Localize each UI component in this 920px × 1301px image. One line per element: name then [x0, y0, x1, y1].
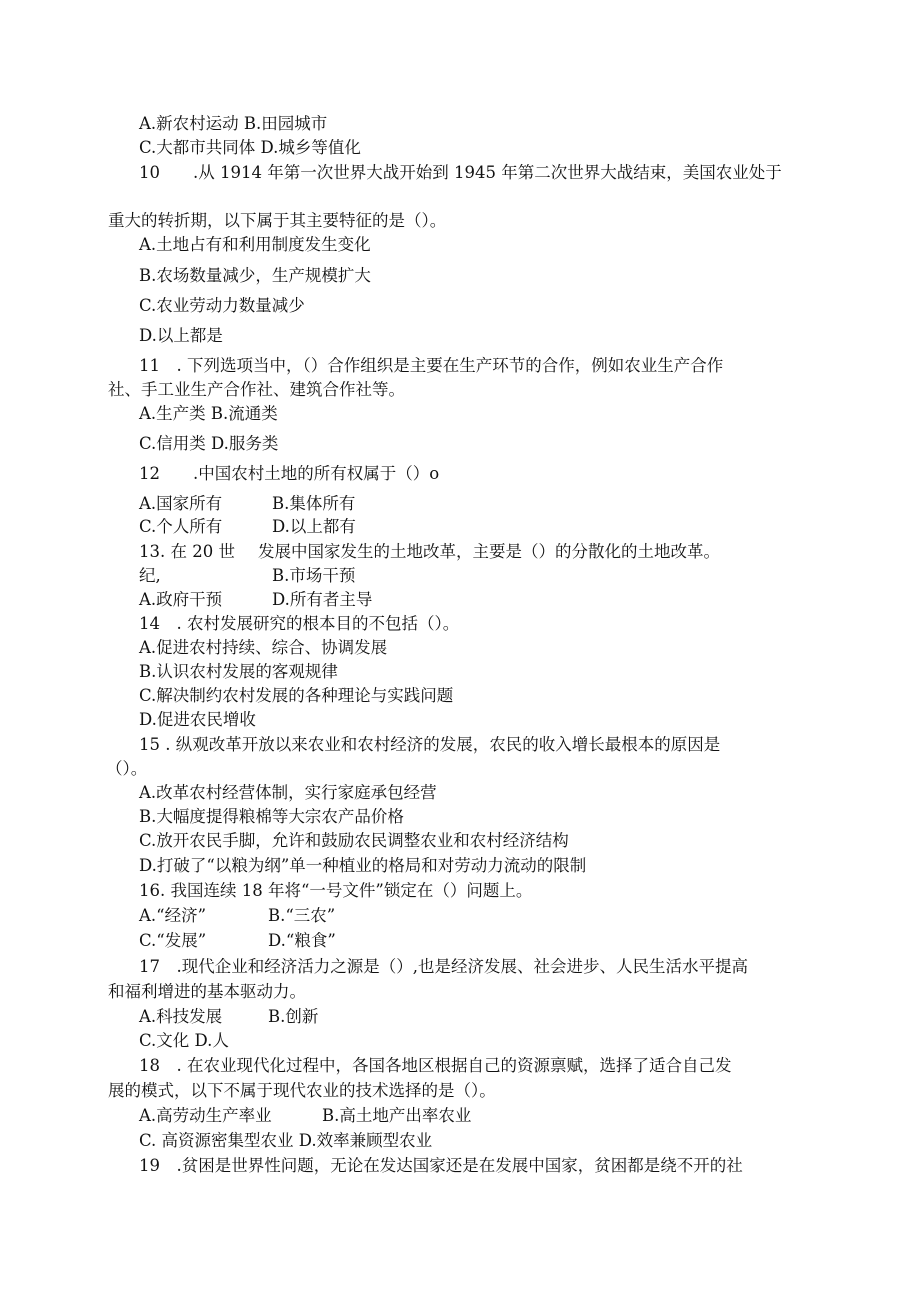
q15-option-b: B.大幅度提得粮棉等大宗农产品价格 [139, 807, 404, 826]
q10-option-c: C.农业劳动力数量减少 [139, 296, 305, 315]
q12-option-a: A.国家所有 [139, 494, 223, 513]
q12-option-d: D.以上都有 [272, 517, 356, 536]
q13-option-d: D.所有者主导 [272, 590, 373, 609]
q16-stem: 16. 我国连续 18 年将“一号文件”锁定在（）问题上。 [139, 881, 533, 900]
q18-stem-line1: 18 . 在农业现代化过程中，各国各地区根据自己的资源禀赋，选择了适合自己发 [139, 1056, 732, 1075]
q15-option-c: C.放开农民手脚，允许和鼓励农民调整农业和农村经济结构 [139, 831, 569, 850]
q15-stem-line1: 15 . 纵观改革开放以来农业和农村经济的发展，农民的收入增长最根本的原因是 [139, 735, 721, 754]
q16-option-d: D.“粮食” [268, 931, 336, 950]
q14-option-a: A.促进农村持续、综合、协调发展 [139, 638, 388, 657]
q19-stem-line1: 19 .贫困是世界性问题，无论在发达国家还是在发展中国家，贫困都是绕不开的社 [139, 1156, 743, 1175]
q16-option-b: B.“三农” [268, 906, 336, 925]
q9-options-cd: C.大都市共同体 D.城乡等值化 [139, 138, 361, 157]
q15-stem-line2: （）。 [106, 759, 148, 778]
q14-option-d: D.促进农民增收 [139, 710, 256, 729]
q13-option-a: A.政府干预 [139, 590, 223, 609]
q10-option-b: B.农场数量减少，生产规模扩大 [139, 266, 371, 285]
q13-stem-part1: 13. 在 20 世 [139, 542, 235, 561]
q10-stem-line1: 10 .从 1914 年第一次世界大战开始到 1945 年第二次世界大战结束，美国农业处于 [139, 163, 782, 182]
q12-stem: 12 .中国农村土地的所有权属于（）o [139, 464, 440, 483]
q17-option-a: A.科技发展 [139, 1007, 223, 1026]
q11-stem-line2: 社、手工业生产合作社、建筑合作社等。 [108, 380, 405, 399]
q14-stem: 14 . 农村发展研究的根本目的不包括（）。 [139, 614, 460, 633]
q16-option-a: A.“经济” [139, 906, 207, 925]
q13-stem-part3: 纪, [139, 566, 161, 585]
q15-option-d: D.打破了“以粮为纲”单一种植业的格局和对劳动力流动的限制 [139, 856, 587, 875]
q11-stem-line1: 11 . 下列选项当中，（）合作组织是主要在生产环节的合作，例如农业生产合作 [139, 356, 724, 375]
q15-option-a: A.改革农村经营体制，实行家庭承包经营 [139, 783, 437, 802]
q17-stem-line1: 17 .现代企业和经济活力之源是（）,也是经济发展、社会进步、人民生活水平提高 [139, 957, 748, 976]
q10-stem-line2: 重大的转折期，以下属于其主要特征的是（）。 [108, 211, 447, 230]
q18-option-b: B.高土地产出率农业 [322, 1106, 472, 1125]
q18-option-a: A.高劳动生产率业 [139, 1106, 272, 1125]
q12-option-b: B.集体所有 [272, 494, 356, 513]
q9-options-ab: A.新农村运动 B.田园城市 [139, 114, 328, 133]
q17-options-cd: C.文化 D.人 [139, 1031, 229, 1050]
q18-stem-line2: 展的模式，以下不属于现代农业的技术选择的是（）。 [108, 1081, 496, 1100]
q18-options-cd: C. 高资源密集型农业 D.效率兼顾型农业 [139, 1131, 433, 1150]
q14-option-b: B.认识农村发展的客观规律 [139, 662, 338, 681]
q13-option-b: B.市场干预 [272, 566, 356, 585]
q16-option-c: C.“发展” [139, 931, 207, 950]
q17-option-b: B.创新 [268, 1007, 319, 1026]
q14-option-c: C.解决制约农村发展的各种理论与实践问题 [139, 686, 454, 705]
q12-option-c: C.个人所有 [139, 517, 223, 536]
q13-stem-part2: 发展中国家发生的土地改革，主要是（）的分散化的土地改革。 [258, 542, 720, 561]
q11-options-cd: C.信用类 D.服务类 [139, 434, 279, 453]
q17-stem-line2: 和福利增进的基本驱动力。 [108, 982, 306, 1001]
q10-option-d: D.以上都是 [139, 326, 223, 345]
q10-option-a: A.土地占有和利用制度发生变化 [139, 235, 371, 254]
q11-options-ab: A.生产类 B.流通类 [139, 404, 278, 423]
